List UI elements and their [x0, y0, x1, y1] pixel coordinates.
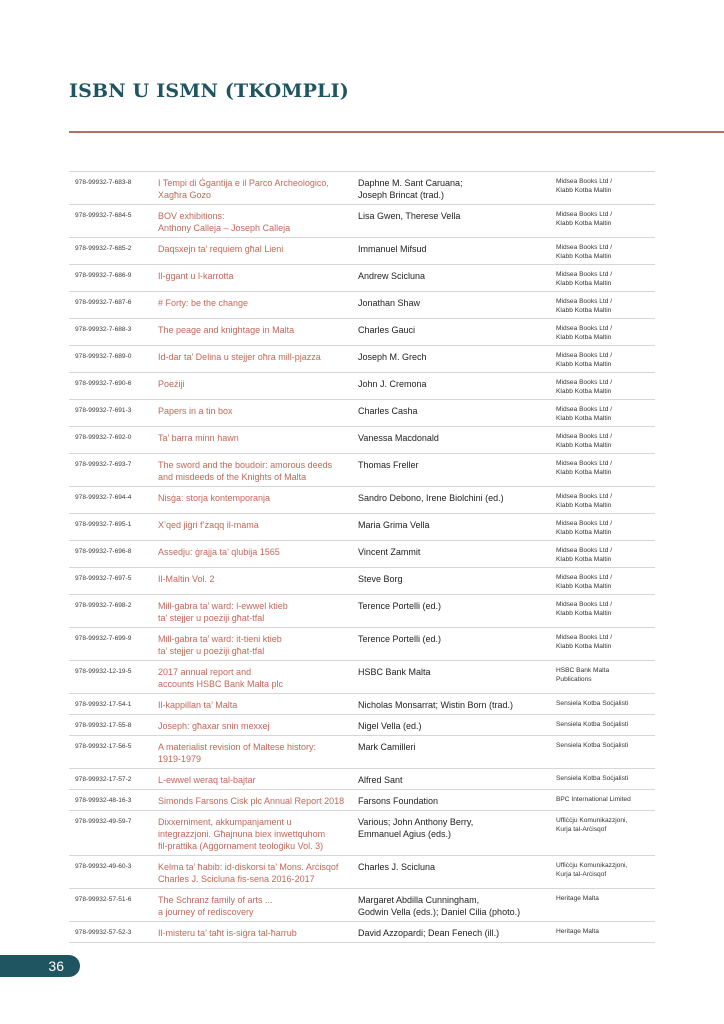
author-cell: Nicholas Monsarrat; Wistin Born (trad.): [354, 694, 552, 715]
table-row: [69, 487, 655, 514]
publisher-cell: Heritage Malta: [552, 889, 655, 922]
publisher-cell: Midsea Books Ltd / Klabb Kotba Maltin: [552, 172, 655, 205]
isbn-cell: 978-99932-49-60-3: [69, 856, 154, 889]
publisher-cell: Uffiċċju Komunikazzjoni, Kurja tal-Arċisqof: [552, 811, 655, 856]
title-cell: Daqsxejn ta’ requiem għal Lieni: [154, 238, 354, 265]
title-cell: The sword and the boudoir: amorous deeds and misdeeds of the Knights of Malta: [154, 454, 354, 487]
table-row: [69, 172, 655, 205]
table-row: [69, 265, 655, 292]
publisher-cell: Midsea Books Ltd / Klabb Kotba Maltin: [552, 265, 655, 292]
isbn-cell: 978-99932-49-59-7: [69, 811, 154, 856]
isbn-cell: 978-99932-7-689-0: [69, 346, 154, 373]
isbn-cell: 978-99932-7-687-6: [69, 292, 154, 319]
isbn-cell: 978-99932-7-684-5: [69, 205, 154, 238]
title-cell: L-ewwel weraq tal-bajtar: [154, 769, 354, 790]
isbn-cell: 978-99932-17-54-1: [69, 694, 154, 715]
title-cell: A materialist revision of Maltese history: 1919-1979: [154, 736, 354, 769]
isbn-cell: 978-99932-7-688-3: [69, 319, 154, 346]
title-cell: Joseph: għaxar snin mexxej: [154, 715, 354, 736]
table-row: [69, 715, 655, 736]
page-number: 36: [48, 958, 64, 974]
title-cell: BOV exhibitions: Anthony Calleja – Joseph Calleja: [154, 205, 354, 238]
publisher-cell: Heritage Malta: [552, 922, 655, 943]
isbn-cell: 978-99932-7-696-8: [69, 541, 154, 568]
table-row: [69, 595, 655, 628]
author-cell: Various; John Anthony Berry, Emmanuel Agius (eds.): [354, 811, 552, 856]
title-cell: Dixxerniment, akkumpanjament u integrazzjoni. Għajnuna biex inwettquhom fil-prattika (Aġġornament teoloġiku Vol. 3): [154, 811, 354, 856]
table-row: [69, 346, 655, 373]
isbn-table: [69, 171, 655, 943]
publisher-cell: Midsea Books Ltd / Klabb Kotba Maltin: [552, 238, 655, 265]
author-cell: John J. Cremona: [354, 373, 552, 400]
author-cell: Charles Gauci: [354, 319, 552, 346]
title-cell: Mill-gabra ta’ ward: it-tieni ktieb ta’ stejjer u poeżiji għat-tfal: [154, 628, 354, 661]
author-cell: Maria Grima Vella: [354, 514, 552, 541]
table-row: [69, 736, 655, 769]
table-row: [69, 922, 655, 943]
page-number-badge: [0, 955, 80, 977]
title-cell: Mill-gabra ta’ ward: l-ewwel ktieb ta’ stejjer u poeżiji għat-tfal: [154, 595, 354, 628]
title-cell: Ta’ barra minn hawn: [154, 427, 354, 454]
author-cell: Immanuel Mifsud: [354, 238, 552, 265]
table-row: [69, 661, 655, 694]
publisher-cell: Sensiela Kotba Soċjalisti: [552, 769, 655, 790]
title-cell: Id-dar ta’ Delina u stejjer oħra mill-pjazza: [154, 346, 354, 373]
title-cell: Assedju: ġrajja ta’ qlubija 1565: [154, 541, 354, 568]
table-row: [69, 790, 655, 811]
publisher-cell: Uffiċċju Komunikazzjoni, Kurja tal-Arċisqof: [552, 856, 655, 889]
title-cell: The Schranz family of arts ... a journey of rediscovery: [154, 889, 354, 922]
title-cell: Poeżiji: [154, 373, 354, 400]
title-cell: 2017 annual report and accounts HSBC Bank Malta plc: [154, 661, 354, 694]
publisher-cell: Midsea Books Ltd / Klabb Kotba Maltin: [552, 292, 655, 319]
publisher-cell: Midsea Books Ltd / Klabb Kotba Maltin: [552, 514, 655, 541]
title-cell: The peage and knightage in Malta: [154, 319, 354, 346]
title-cell: Il-ġgant u l-karrotta: [154, 265, 354, 292]
isbn-cell: 978-99932-17-55-8: [69, 715, 154, 736]
title-cell: Papers in a tin box: [154, 400, 354, 427]
publisher-cell: Midsea Books Ltd / Klabb Kotba Maltin: [552, 205, 655, 238]
title-cell: Il-kappillan ta’ Malta: [154, 694, 354, 715]
publisher-cell: Midsea Books Ltd / Klabb Kotba Maltin: [552, 568, 655, 595]
table-row: [69, 769, 655, 790]
isbn-cell: 978-99932-7-690-6: [69, 373, 154, 400]
author-cell: Daphne M. Sant Caruana; Joseph Brincat (trad.): [354, 172, 552, 205]
table-row: [69, 292, 655, 319]
table-row: [69, 514, 655, 541]
isbn-table-body: [69, 172, 655, 943]
isbn-cell: 978-99932-7-685-2: [69, 238, 154, 265]
author-cell: Alfred Sant: [354, 769, 552, 790]
table-row: [69, 205, 655, 238]
publisher-cell: Midsea Books Ltd / Klabb Kotba Maltin: [552, 454, 655, 487]
publisher-cell: Midsea Books Ltd / Klabb Kotba Maltin: [552, 400, 655, 427]
author-cell: David Azzopardi; Dean Fenech (ill.): [354, 922, 552, 943]
table-row: [69, 811, 655, 856]
publisher-cell: Sensiela Kotba Soċjalisti: [552, 736, 655, 769]
author-cell: Thomas Freller: [354, 454, 552, 487]
isbn-cell: 978-99932-57-51-6: [69, 889, 154, 922]
isbn-cell: 978-99932-7-683-8: [69, 172, 154, 205]
table-row: [69, 238, 655, 265]
table-row: [69, 541, 655, 568]
publisher-cell: Sensiela Kotba Soċjalisti: [552, 715, 655, 736]
author-cell: Joseph M. Grech: [354, 346, 552, 373]
isbn-cell: 978-99932-7-692-0: [69, 427, 154, 454]
title-divider: [69, 131, 724, 133]
title-cell: Simonds Farsons Cisk plc Annual Report 2018: [154, 790, 354, 811]
isbn-cell: 978-99932-12-19-5: [69, 661, 154, 694]
publisher-cell: Midsea Books Ltd / Klabb Kotba Maltin: [552, 373, 655, 400]
author-cell: Charles J. Scicluna: [354, 856, 552, 889]
author-cell: Vincent Zammit: [354, 541, 552, 568]
table-row: [69, 628, 655, 661]
publisher-cell: Midsea Books Ltd / Klabb Kotba Maltin: [552, 427, 655, 454]
title-cell: Il-Maltin Vol. 2: [154, 568, 354, 595]
author-cell: Charles Casha: [354, 400, 552, 427]
publisher-cell: Midsea Books Ltd / Klabb Kotba Maltin: [552, 628, 655, 661]
table-row: [69, 427, 655, 454]
publisher-cell: Midsea Books Ltd / Klabb Kotba Maltin: [552, 487, 655, 514]
isbn-cell: 978-99932-7-697-5: [69, 568, 154, 595]
author-cell: Sandro Debono, Irene Biolchini (ed.): [354, 487, 552, 514]
table-row: [69, 694, 655, 715]
author-cell: Vanessa Macdonald: [354, 427, 552, 454]
publisher-cell: HSBC Bank Malta Publications: [552, 661, 655, 694]
title-cell: X’qed jiġri f’żaqq il-mama: [154, 514, 354, 541]
author-cell: Steve Borg: [354, 568, 552, 595]
author-cell: Terence Portelli (ed.): [354, 628, 552, 661]
title-cell: Nisġa: storja kontemporanja: [154, 487, 354, 514]
publisher-cell: Sensiela Kotba Soċjalisti: [552, 694, 655, 715]
title-cell: Il-misteru ta’ taħt is-siġra tal-ħarrub: [154, 922, 354, 943]
isbn-cell: 978-99932-57-52-3: [69, 922, 154, 943]
isbn-cell: 978-99932-48-16-3: [69, 790, 154, 811]
isbn-cell: 978-99932-7-694-4: [69, 487, 154, 514]
isbn-cell: 978-99932-7-693-7: [69, 454, 154, 487]
isbn-cell: 978-99932-7-699-9: [69, 628, 154, 661]
author-cell: HSBC Bank Malta: [354, 661, 552, 694]
title-cell: # Forty: be the change: [154, 292, 354, 319]
publisher-cell: Midsea Books Ltd / Klabb Kotba Maltin: [552, 541, 655, 568]
table-row: [69, 400, 655, 427]
publisher-cell: Midsea Books Ltd / Klabb Kotba Maltin: [552, 319, 655, 346]
isbn-cell: 978-99932-17-57-2: [69, 769, 154, 790]
title-cell: Kelma ta’ ħabib: id-diskorsi ta’ Mons. Arċisqof Charles J. Scicluna fis-sena 2016-2017: [154, 856, 354, 889]
table-row: [69, 856, 655, 889]
isbn-cell: 978-99932-7-691-3: [69, 400, 154, 427]
publisher-cell: Midsea Books Ltd / Klabb Kotba Maltin: [552, 346, 655, 373]
table-row: [69, 889, 655, 922]
isbn-cell: 978-99932-7-686-9: [69, 265, 154, 292]
table-row: [69, 319, 655, 346]
author-cell: Andrew Scicluna: [354, 265, 552, 292]
author-cell: Margaret Abdilla Cunningham, Godwin Vella (eds.); Daniel Cilia (photo.): [354, 889, 552, 922]
author-cell: Nigel Vella (ed.): [354, 715, 552, 736]
author-cell: Terence Portelli (ed.): [354, 595, 552, 628]
author-cell: Mark Camilleri: [354, 736, 552, 769]
isbn-cell: 978-99932-7-698-2: [69, 595, 154, 628]
table-row: [69, 568, 655, 595]
publisher-cell: Midsea Books Ltd / Klabb Kotba Maltin: [552, 595, 655, 628]
table-row: [69, 373, 655, 400]
author-cell: Jonathan Shaw: [354, 292, 552, 319]
isbn-cell: 978-99932-17-56-5: [69, 736, 154, 769]
page-title: ISBN U ISMN (TKOMPLI): [69, 80, 349, 102]
table-row: [69, 454, 655, 487]
isbn-cell: 978-99932-7-695-1: [69, 514, 154, 541]
author-cell: Farsons Foundation: [354, 790, 552, 811]
publisher-cell: BPC International Limited: [552, 790, 655, 811]
title-cell: I Tempi di Ġgantija e il Parco Archeologico, Xagħra Gozo: [154, 172, 354, 205]
author-cell: Lisa Gwen, Therese Vella: [354, 205, 552, 238]
